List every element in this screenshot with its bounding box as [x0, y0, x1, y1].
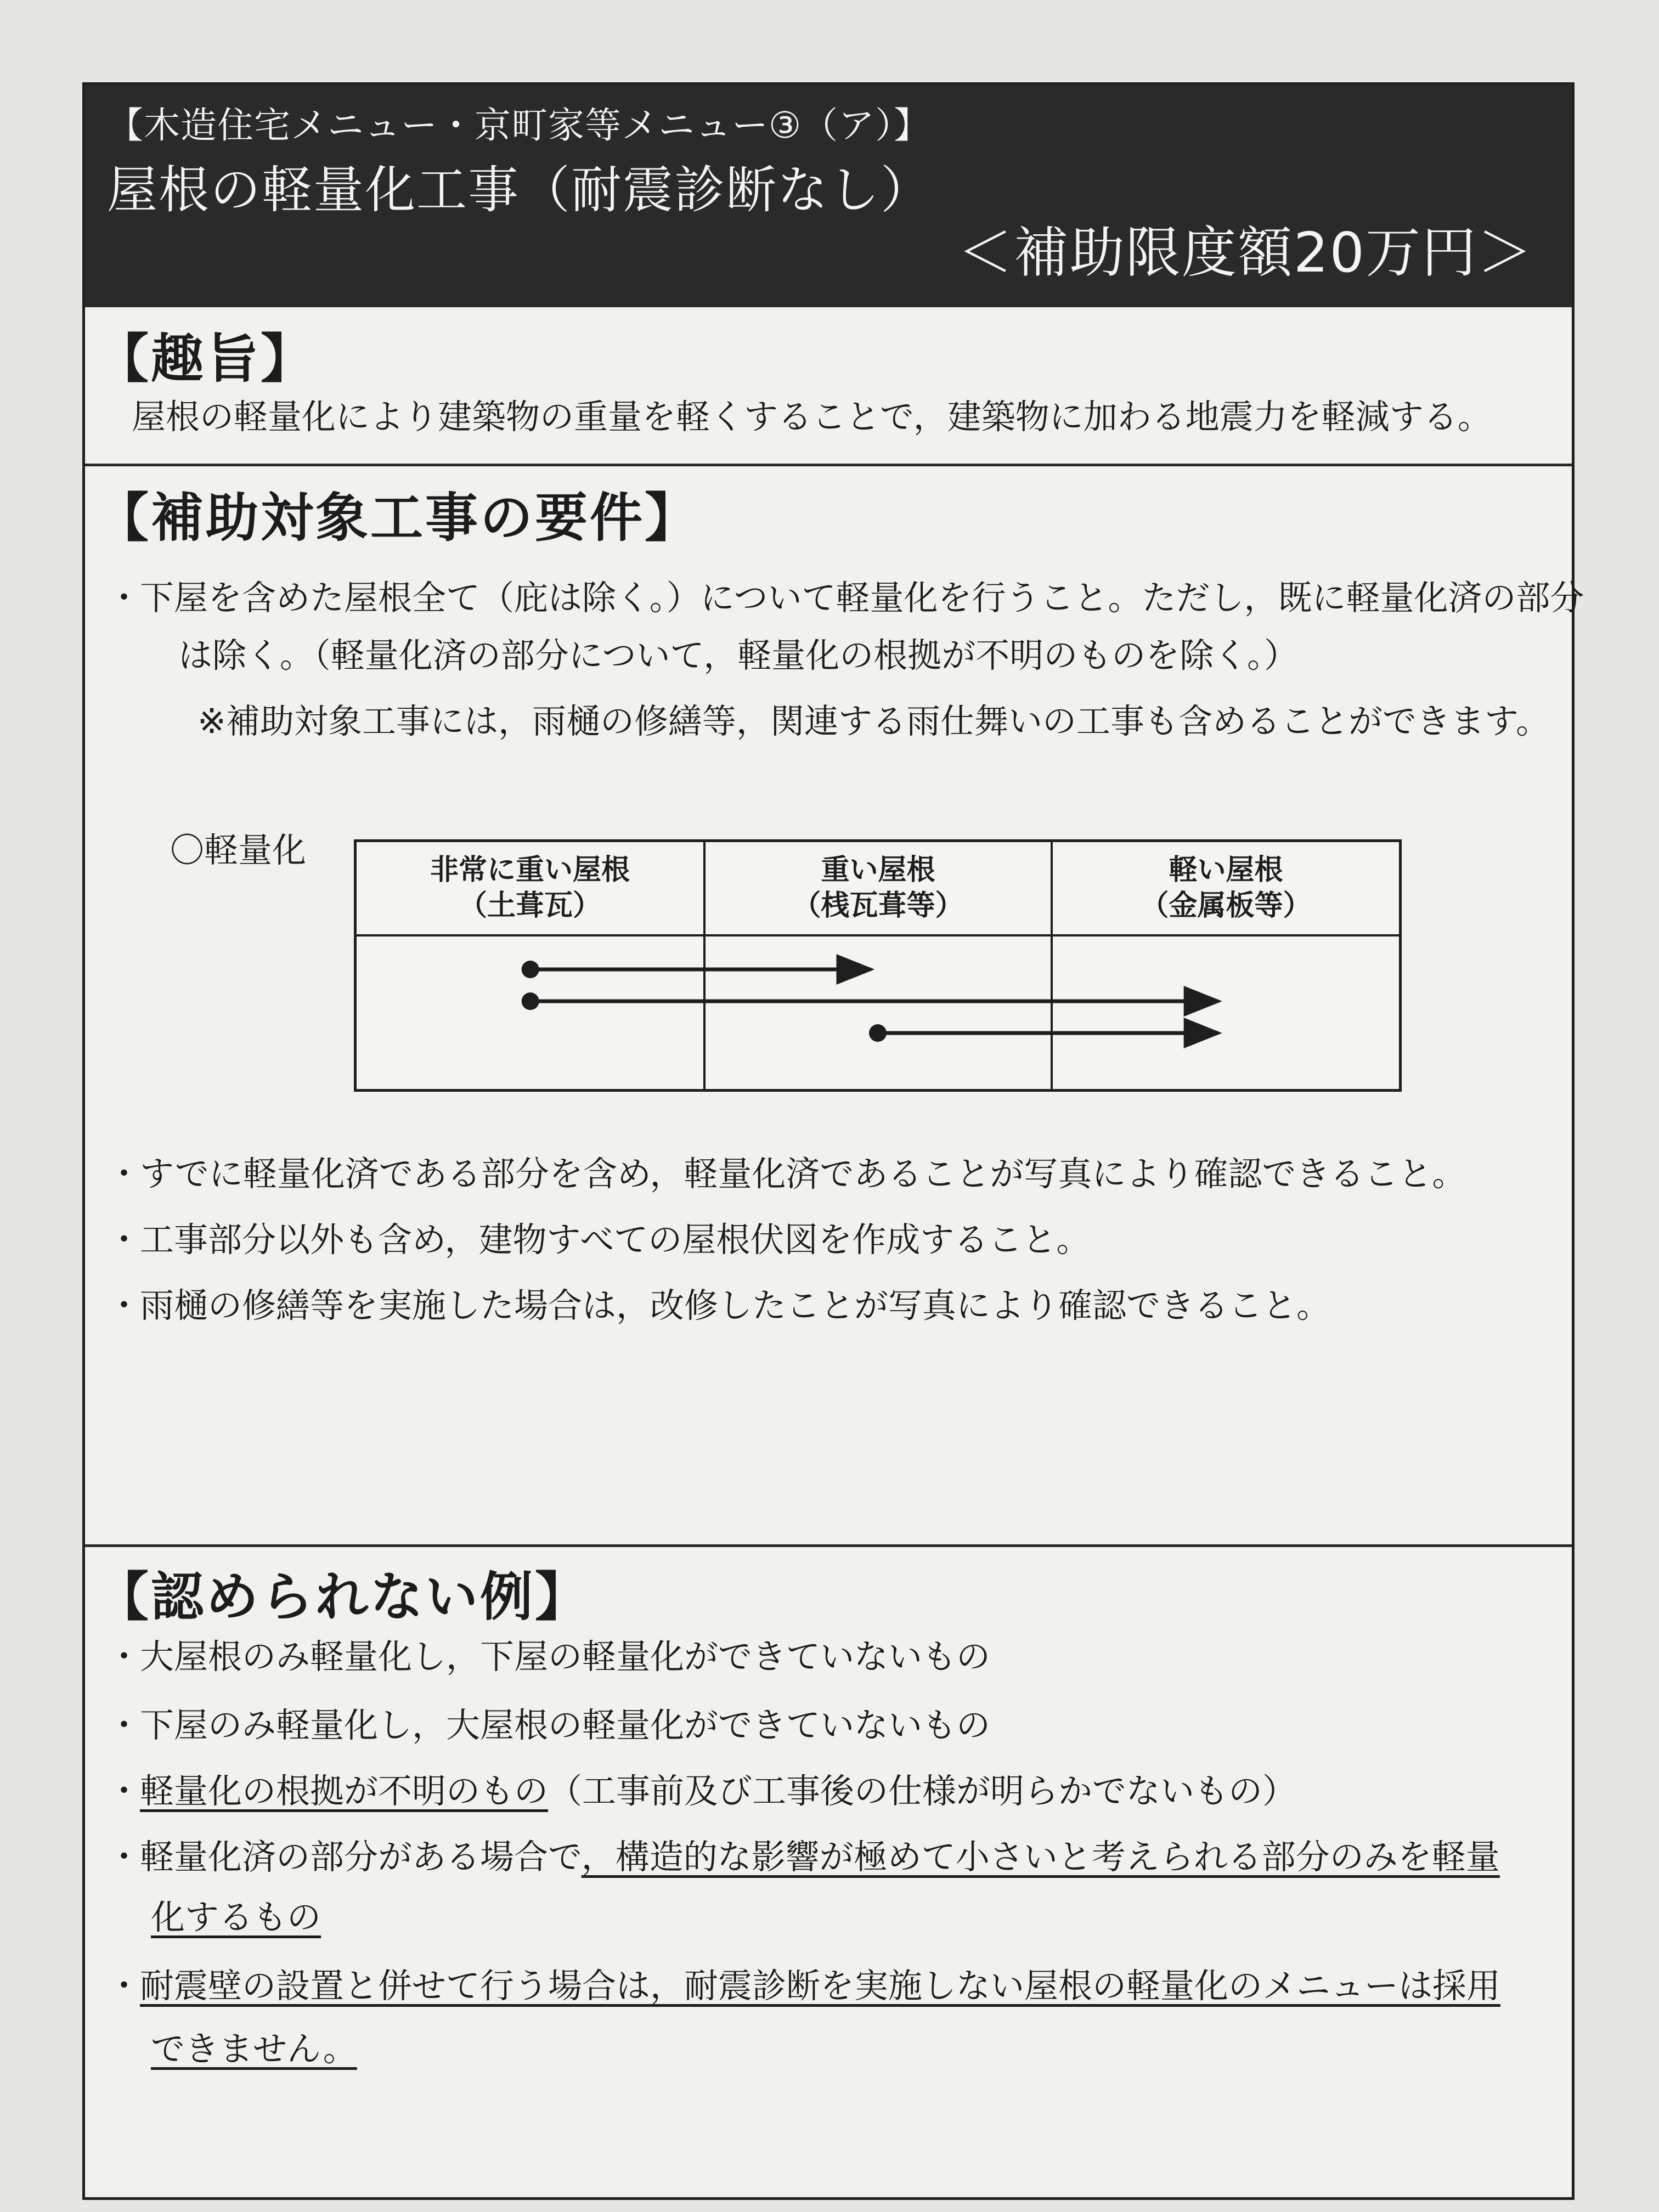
requirement-item	[107, 1147, 1466, 1195]
column-name: 軽い屋根	[1169, 854, 1283, 887]
column-sub: （土葺瓦）	[458, 889, 601, 922]
bullet: ・	[107, 1837, 142, 1877]
not-allowed-underlined: できません。	[151, 2029, 357, 2069]
requirement-item	[107, 1278, 1330, 1327]
not-allowed-item	[107, 1830, 1500, 1878]
requirements-section	[85, 466, 1584, 1547]
not-allowed-item-continued	[151, 2022, 357, 2070]
diagram-label: 〇軽量化	[170, 830, 307, 870]
requirement-item-text: 工事部分以外も含め，建物すべての屋根伏図を作成すること。	[140, 1220, 1091, 1260]
requirements-heading: 【補助対象工事の要件】	[96, 487, 699, 549]
column-sub: （桟瓦葺等）	[792, 889, 964, 922]
column-name: 非常に重い屋根	[430, 854, 630, 887]
bullet: ・	[107, 1285, 142, 1325]
not-allowed-text: 下屋のみ軽量化し，大屋根の軽量化ができていないもの	[140, 1705, 991, 1745]
bullet: ・	[107, 1154, 142, 1194]
requirement-main	[107, 571, 1584, 619]
not-allowed-text: 軽量化済の部分がある場合で	[140, 1837, 582, 1877]
bullet: ・	[107, 1966, 142, 2006]
bullet: ・	[107, 1637, 142, 1677]
not-allowed-underlined: 化するもの	[151, 1897, 321, 1937]
not-allowed-item	[107, 1629, 990, 1678]
column-sub: （金属板等）	[1140, 889, 1312, 922]
page-title: 屋根の軽量化工事（耐震診断なし）	[107, 161, 933, 219]
not-allowed-heading: 【認められない例】	[96, 1566, 590, 1628]
lightweight-diagram	[354, 839, 1402, 1092]
bullet: ・	[107, 578, 142, 618]
header-banner	[85, 85, 1572, 307]
bullet: ・	[107, 1705, 142, 1745]
purpose-text: 屋根の軽量化により建築物の重量を軽くすることで，建築物に加わる地震力を軽減する。	[132, 397, 1492, 437]
purpose-heading: 【趣旨】	[96, 328, 315, 390]
requirement-main-line1: 下屋を含めた屋根全て（庇は除く。）について軽量化を行うこと。ただし，既に軽量化済の部分	[140, 578, 1584, 618]
not-allowed-underlined: ，構造的な影響が極めて小さいと考えられる部分のみを軽量	[581, 1837, 1500, 1877]
purpose-section	[85, 307, 1572, 466]
not-allowed-underlined: 軽量化の根拠が不明のもの	[140, 1771, 549, 1811]
requirement-item-text: すでに軽量化済である部分を含め，軽量化済であることが写真により確認できること。	[140, 1154, 1466, 1194]
not-allowed-item-continued	[151, 1890, 321, 1939]
bullet: ・	[107, 1771, 142, 1811]
transition-arrows	[357, 842, 1399, 1089]
not-allowed-item	[107, 1959, 1500, 2007]
requirement-main-line2: は除く。（軽量化済の部分について，軽量化の根拠が不明のものを除く。）	[178, 635, 1299, 675]
not-allowed-underlined: 耐震壁の設置と併せて行う場合は，耐震診断を実施しない屋根の軽量化のメニューは採用	[140, 1966, 1501, 2006]
not-allowed-item	[107, 1764, 1296, 1813]
not-allowed-section	[85, 1547, 1572, 2194]
bullet: ・	[107, 1220, 142, 1260]
subsidy-limit: ＜補助限度額20万円＞	[957, 221, 1533, 285]
requirement-item-text: 雨樋の修繕等を実施した場合は，改修したことが写真により確認できること。	[140, 1285, 1331, 1325]
requirement-item	[107, 1212, 1090, 1261]
not-allowed-text: （工事前及び工事後の仕様が明らかでないもの）	[548, 1771, 1297, 1811]
menu-label: 【木造住宅メニュー・京町家等メニュー③（ア）】	[107, 104, 931, 146]
requirement-note: ※補助対象工事には，雨樋の修繕等，関連する雨仕舞いの工事も含めることができます。	[198, 701, 1550, 741]
not-allowed-item	[107, 1698, 990, 1747]
column-name: 重い屋根	[821, 854, 935, 887]
not-allowed-text: 大屋根のみ軽量化し，下屋の軽量化ができていないもの	[140, 1637, 991, 1677]
document-sheet	[82, 82, 1584, 2200]
